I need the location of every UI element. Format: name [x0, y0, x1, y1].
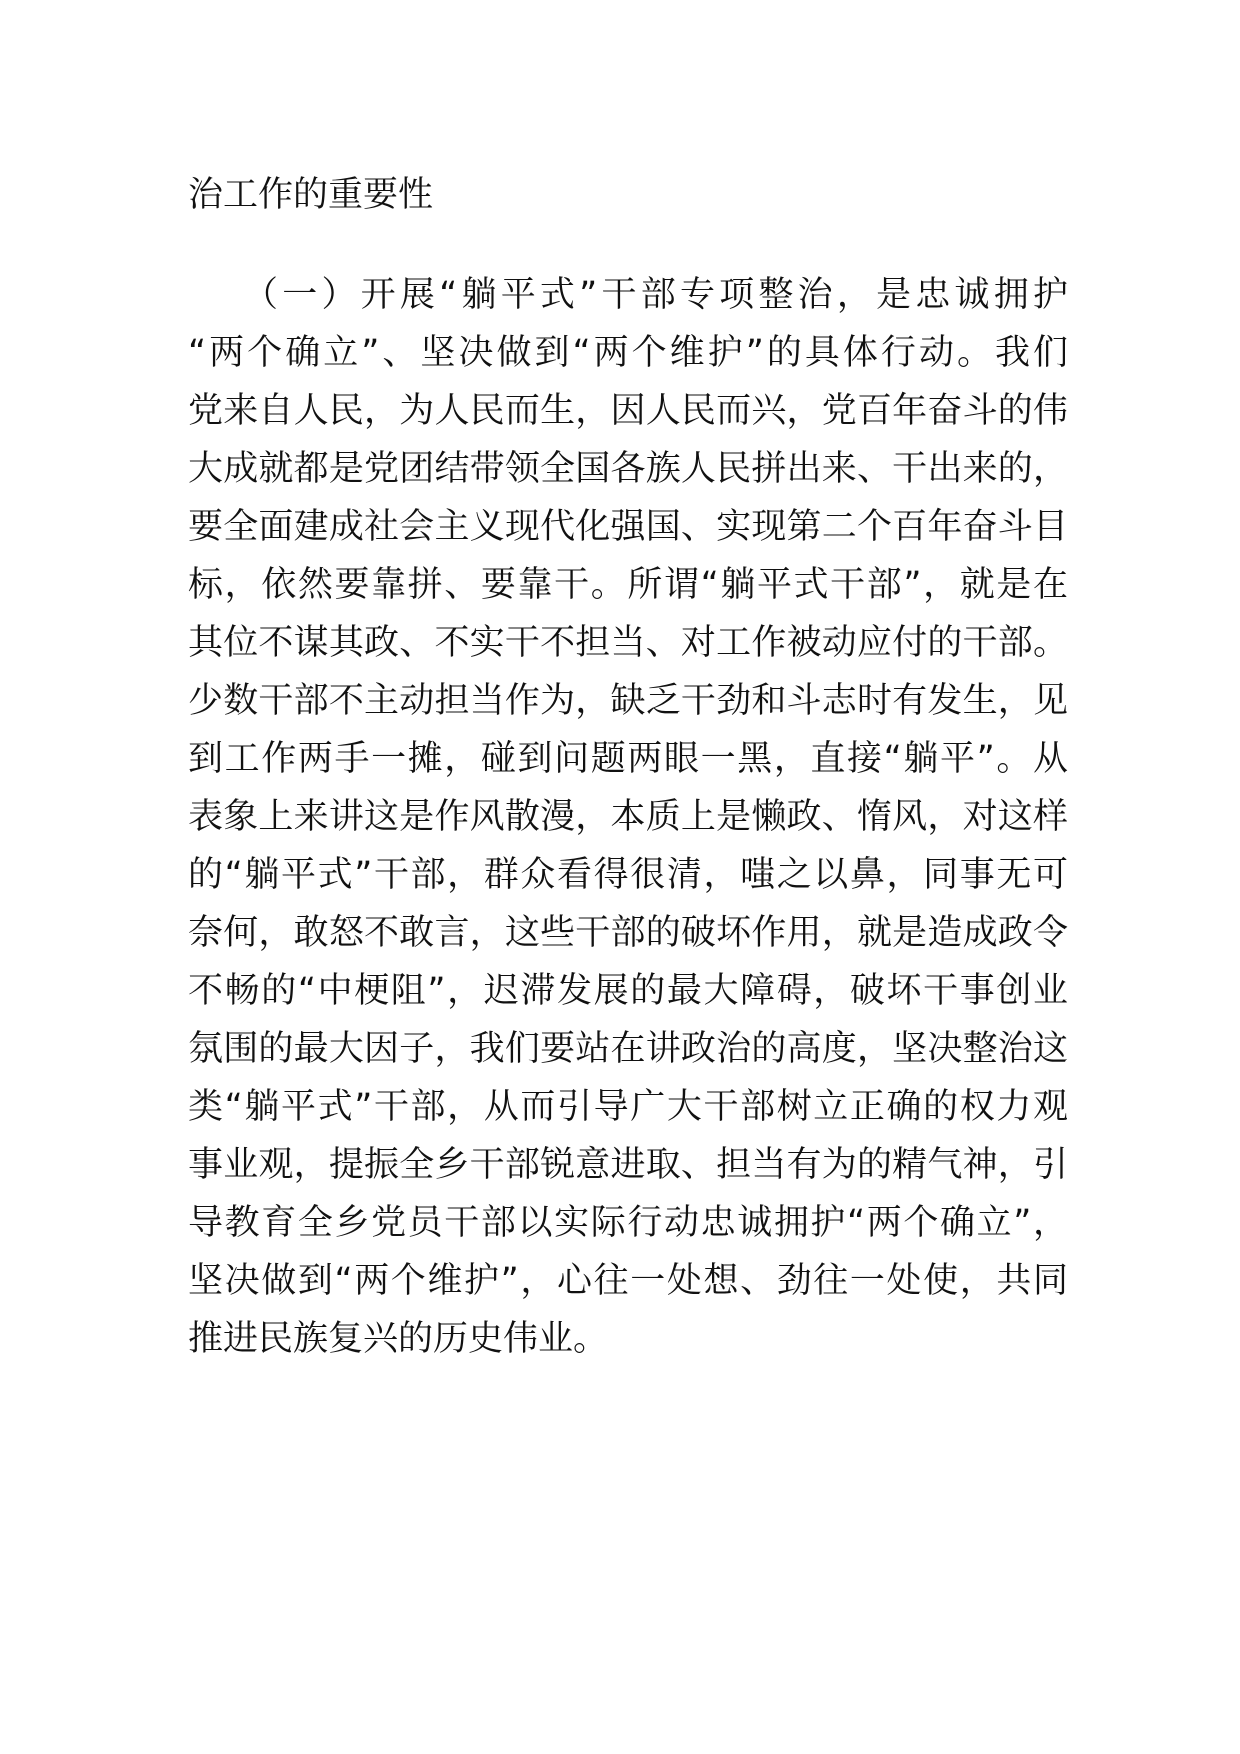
heading-continuation: 治工作的重要性	[188, 175, 434, 215]
paragraph-line-15: 类“躺平式”干部，从而引导广大干部树立正确的权力观	[188, 1087, 1068, 1127]
paragraph-line-13: 不畅的“中梗阻”，迟滞发展的最大障碍，破坏干事创业	[188, 971, 1068, 1011]
paragraph-line-18: 坚决做到“两个维护”，心往一处想、劲往一处使，共同	[188, 1261, 1068, 1301]
paragraph-line-1: （一）开展“躺平式”干部专项整治，是忠诚拥护	[243, 275, 1068, 315]
paragraph-line-7: 其位不谋其政、不实干不担当、对工作被动应付的干部。	[188, 623, 1068, 663]
paragraph-line-16: 事业观，提振全乡干部锐意进取、担当有为的精气神，引	[188, 1145, 1068, 1185]
paragraph-line-12: 奈何，敢怒不敢言，这些干部的破坏作用，就是造成政令	[188, 913, 1068, 953]
paragraph-line-8: 少数干部不主动担当作为，缺乏干劲和斗志时有发生，见	[188, 681, 1068, 721]
paragraph-line-2: “两个确立”、坚决做到“两个维护”的具体行动。我们	[188, 333, 1068, 373]
paragraph-line-11: 的“躺平式”干部，群众看得很清，嗤之以鼻，同事无可	[188, 855, 1068, 895]
paragraph-line-4: 大成就都是党团结带领全国各族人民拼出来、干出来的，	[188, 449, 1068, 489]
paragraph-line-9: 到工作两手一摊，碰到问题两眼一黑，直接“躺平”。从	[188, 739, 1068, 779]
paragraph-line-5: 要全面建成社会主义现代化强国、实现第二个百年奋斗目	[188, 507, 1068, 547]
paragraph-line-10: 表象上来讲这是作风散漫，本质上是懒政、惰风，对这样	[188, 797, 1068, 837]
paragraph-line-3: 党来自人民，为人民而生，因人民而兴，党百年奋斗的伟	[188, 391, 1068, 431]
paragraph-line-14: 氛围的最大因子，我们要站在讲政治的高度，坚决整治这	[188, 1029, 1068, 1069]
paragraph-line-6: 标，依然要靠拼、要靠干。所谓“躺平式干部”，就是在	[188, 565, 1068, 605]
paragraph-line-17: 导教育全乡党员干部以实际行动忠诚拥护“两个确立”，	[188, 1203, 1068, 1243]
paragraph-line-19: 推进民族复兴的历史伟业。	[188, 1319, 609, 1359]
